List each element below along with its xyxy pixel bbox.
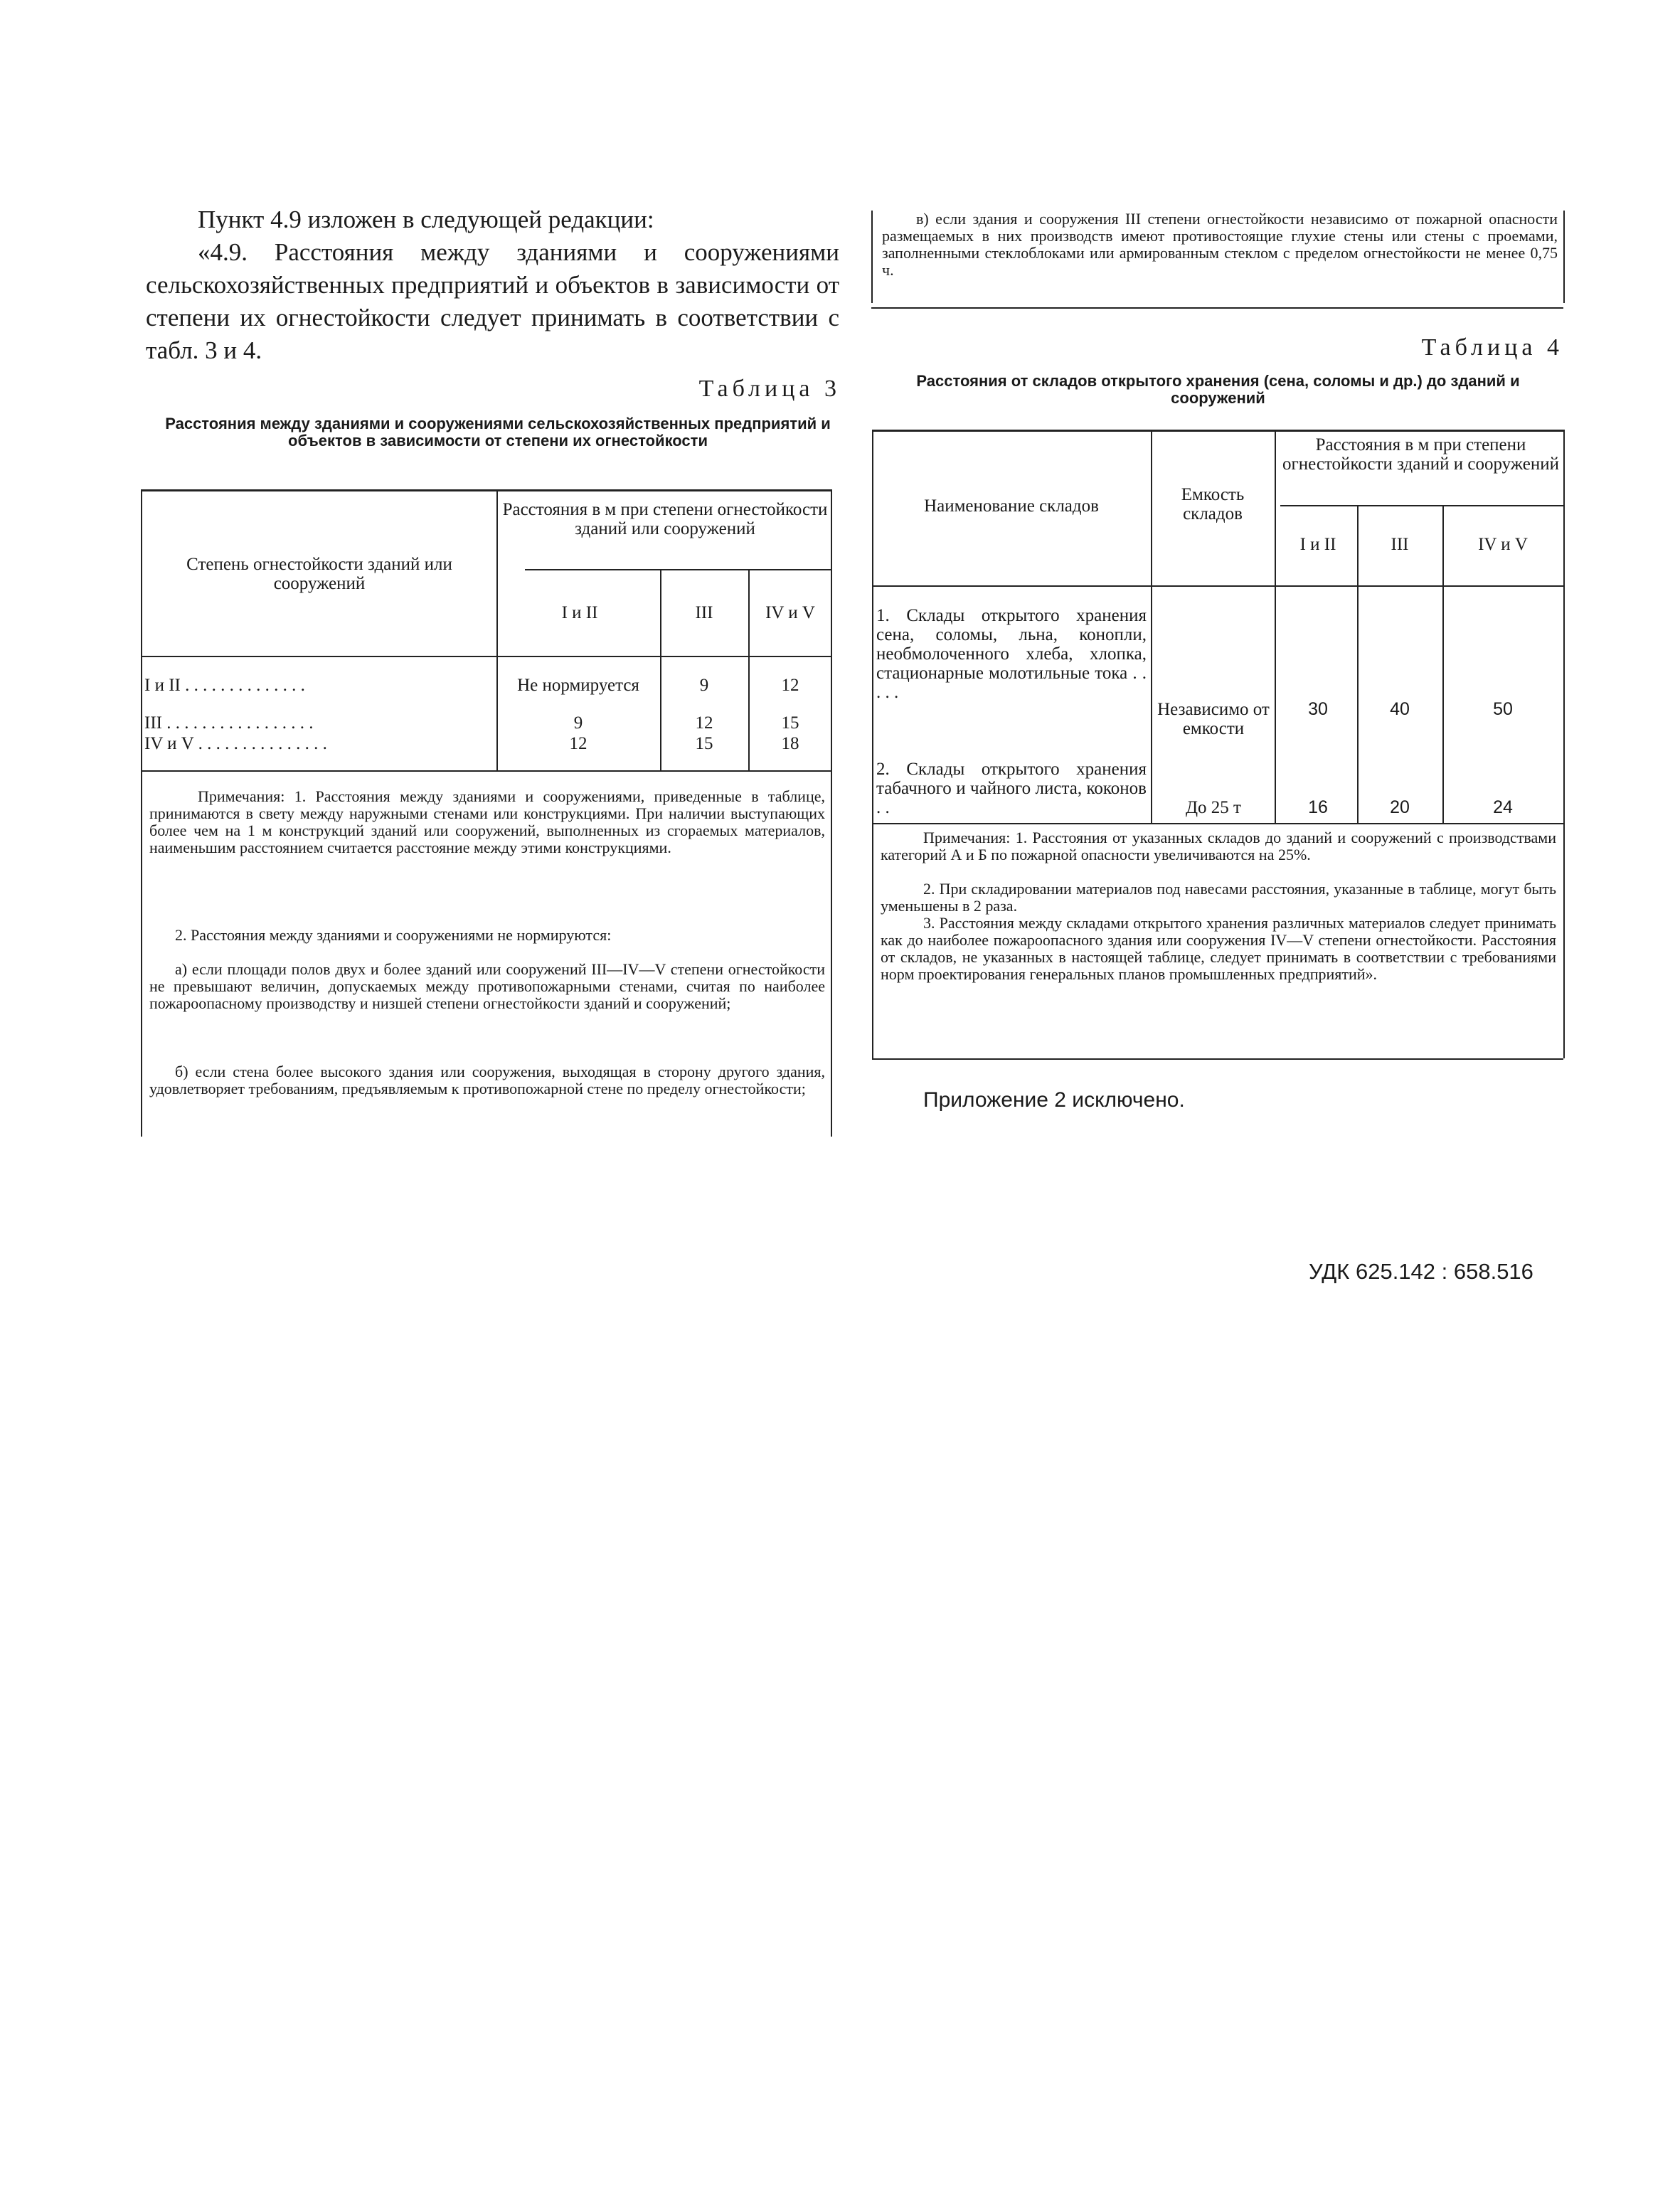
table3-note-2: 2. Расстояния между зданиями и сооружениями не нормируются:	[175, 926, 612, 944]
table4-cell: 20	[1390, 797, 1410, 817]
table3-subheader-3: IV и V	[765, 603, 815, 622]
table4-subheader-1: I и II	[1299, 535, 1336, 554]
table4-header-capacity: Емкость складов	[1181, 485, 1245, 523]
table4-row-name: 1. Склады открытого хранения сена, соломы, льна, конопли, необмолоченного хлеба, хлопка, стационарные молотильные тока . . . . .	[876, 606, 1147, 702]
table4-note-2: 2. При складировании материалов под навесами расстояния, указанные в таблице, могут быть уменьшены в 2 раза.	[881, 880, 1556, 915]
table4-note-3: 3. Расстояния между складами открытого хранения различных материалов следует принимать как до наиболее пожароопасного здания или сооружения IV—V степени огнестойкости. Расстояния от складов, не указанных в настоящей таблице, следует принимать в соответствии с требованиями норм проектирования генеральных планов промышленных предприятий».	[881, 914, 1556, 983]
table3-header-degree: Степень огнестойкости зданий или сооружений	[186, 555, 452, 593]
table3-cell: Не нормируется	[517, 676, 639, 695]
table4-row-capacity: Независимо от емкости	[1157, 700, 1270, 738]
table3-note-2a: а) если площади полов двух и более зданий или сооружений III—IV—V степени огнестойкости не превышают величин, допускаемых между противопожарными стенами, считая по наиболее пожароопасному производству и низшей степени огнестойкости зданий и сооружений;	[149, 960, 825, 1012]
table4-header-name: Наименование складов	[924, 496, 1099, 516]
table4-row-name: 2. Склады открытого хранения табачного и чайного листа, коконов . .	[876, 760, 1147, 817]
table4-cell: 30	[1308, 699, 1328, 719]
table4-header-distance: Расстояния в м при степени огнестойкости зданий и сооружений	[1282, 435, 1559, 474]
appendix-note: Приложение 2 исключено.	[923, 1088, 1185, 1112]
table3-row-degree: IV и V . . . . . . . . . . . . . . .	[144, 734, 327, 753]
udk-code: УДК 625.142 : 658.516	[1309, 1259, 1533, 1284]
table3-cell: 9	[699, 676, 709, 695]
table4-cell: 50	[1493, 699, 1513, 719]
table3-cell: 12	[569, 734, 588, 753]
table3-caption: Расстояния между зданиями и сооружениями сельскохозяйственных предприятий и объектов в зависимости от степени их огнестойкости	[165, 415, 831, 450]
table3-header-distance: Расстояния в м при степени огнестойкости зданий или сооружений	[502, 500, 828, 538]
table3-note-2b: б) если стена более высокого здания или сооружения, выходящая в сторону другого здания, удовлетворяет требованиям, предъявляемым к противопожарной стене по пределу огнестойкости;	[149, 1063, 825, 1097]
table4-subheader-3: IV и V	[1478, 535, 1528, 554]
table4-row-capacity: До 25 т	[1186, 798, 1241, 817]
table3-subheader-1: I и II	[561, 603, 598, 622]
table4-cell: 40	[1390, 699, 1410, 719]
clause-4-9: «4.9. Расстояния между зданиями и сооружениями сельскохозяйственных предприятий и объектов в зависимости от степени их огнестойкости следует принимать в соответствии с табл. 3 и 4.	[146, 238, 839, 364]
table3-cell: 15	[695, 734, 713, 753]
table3-cell: 9	[573, 713, 583, 733]
table3-note-1: Примечания: 1. Расстояния между зданиями и сооружениями, приведенные в таблице, принимаются в свету между наружными стенами или конструкциями. При наличии выступающих более чем на 1 м конструкций зданий или сооружений, выполненных из сгораемых материалов, наименьшим расстоянием считается расстояние между этими конструкциями.	[149, 787, 825, 856]
table4-cell: 24	[1493, 797, 1513, 817]
table4-cell: 16	[1308, 797, 1328, 817]
table3-subheader-2: III	[695, 603, 713, 622]
table4-note-1: Примечания: 1. Расстояния от указанных складов до зданий и сооружений с производствами категорий А и Б по пожарной опасности увеличиваются на 25%.	[881, 829, 1556, 863]
table4-subheader-2: III	[1391, 535, 1409, 554]
table3-cell: 18	[781, 734, 799, 753]
table3-row-degree: I и II . . . . . . . . . . . . . .	[144, 676, 305, 695]
intro-line: Пункт 4.9 изложен в следующей редакции:	[198, 206, 654, 233]
table4-label: Таблица 4	[1421, 334, 1563, 361]
table3-cell: 12	[781, 676, 799, 695]
table3-cell: 12	[695, 713, 713, 733]
table3-row-degree: III . . . . . . . . . . . . . . . . .	[144, 713, 314, 733]
table3-label: Таблица 3	[698, 376, 841, 402]
table4-caption: Расстояния от складов открытого хранения (сена, соломы и др.) до зданий и сооружений	[916, 372, 1520, 407]
note-v: в) если здания и сооружения III степени огнестойкости независимо от пожарной опасности размещаемых в них производств имеют противостоящие глухие стены или стены с проемами, заполненными стеклоблоками или армированным стеклом с пределом огнестойкости не менее 0,75 ч.	[882, 210, 1558, 279]
table3-cell: 15	[781, 713, 799, 733]
